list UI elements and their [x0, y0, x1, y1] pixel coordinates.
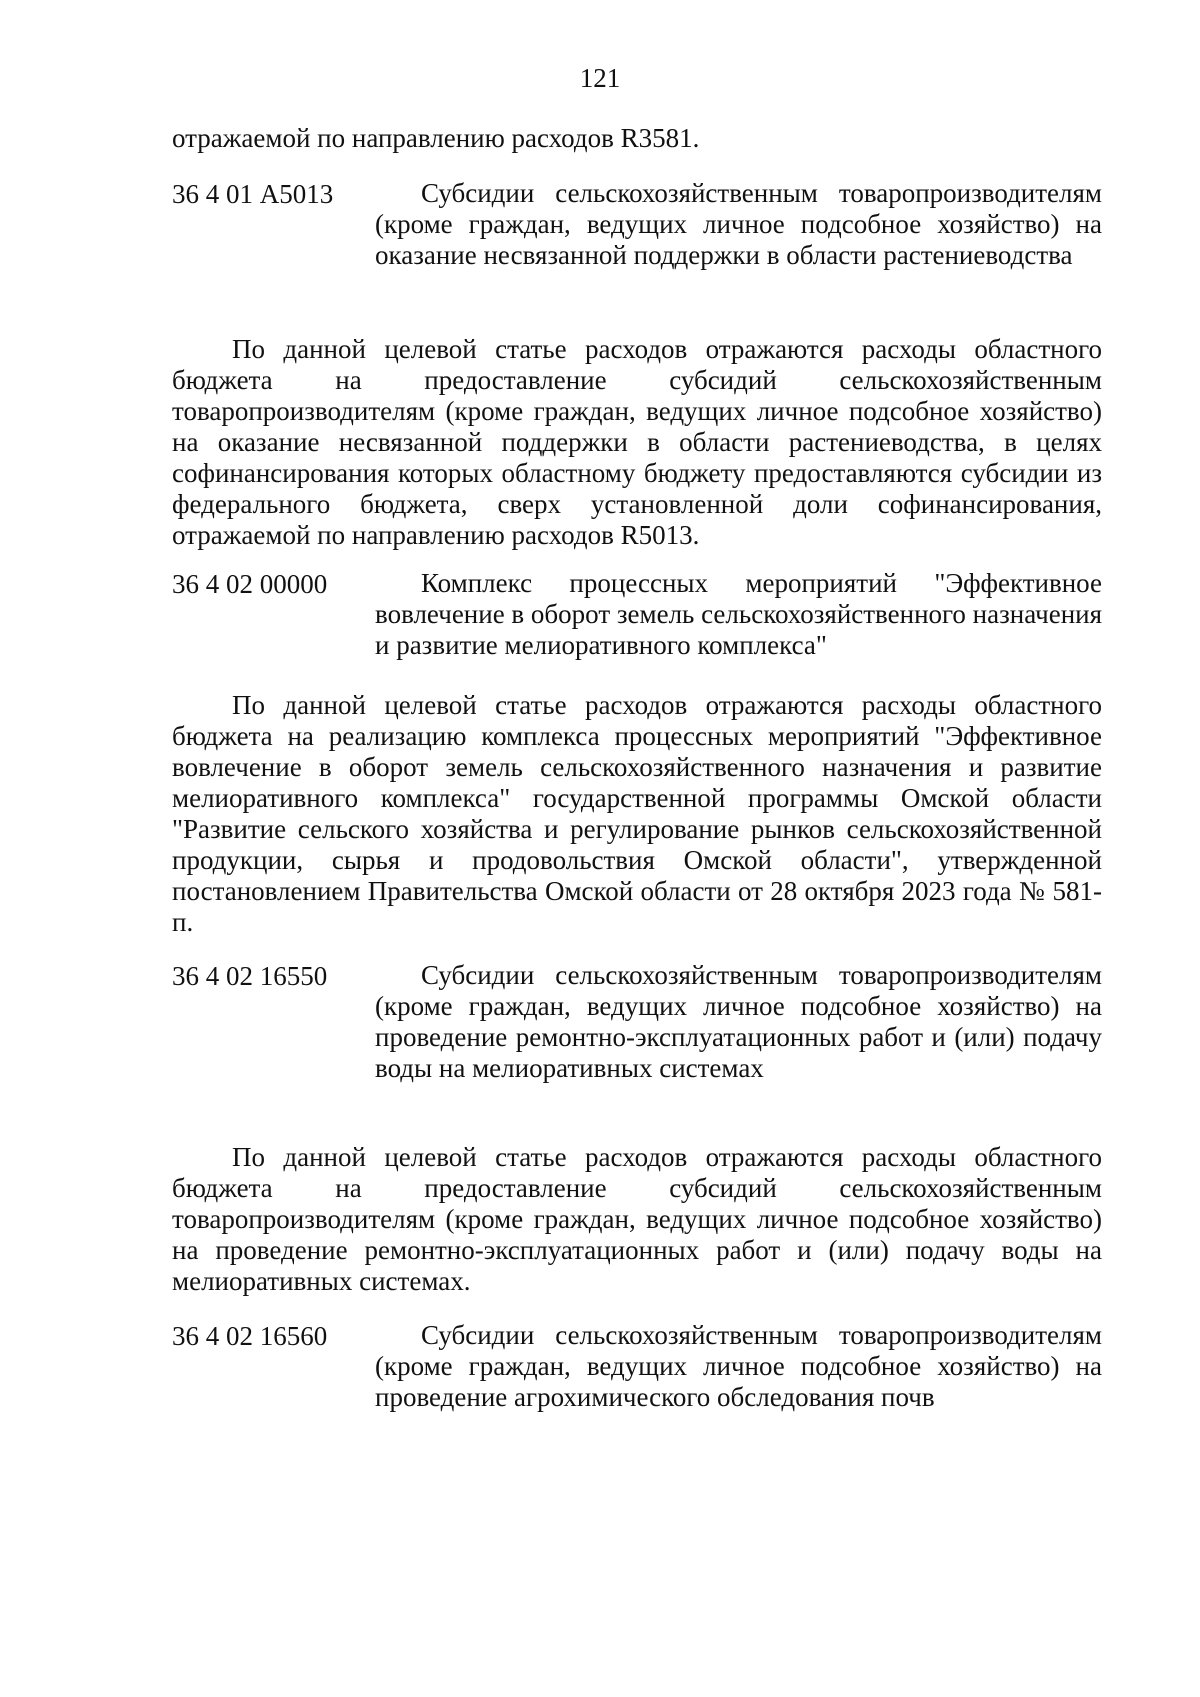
entry-title: Субсидии сельскохозяйственным товаропроизводителям (кроме граждан, ведущих личное подсобное хозяйство) на проведение агрохимического обследования почв — [375, 1320, 1102, 1412]
entry-code: 36 4 02 00000 — [172, 569, 328, 599]
continuation-text: отражаемой по направлению расходов R3581. — [172, 123, 700, 153]
entry-title: Комплекс процессных мероприятий "Эффективное вовлечение в оборот земель сельскохозяйственного назначения и развитие мелиоративного комплекса" — [375, 568, 1103, 660]
entry-code: 36 4 01 А5013 — [172, 179, 334, 209]
paragraph: По данной целевой статье расходов отражаются расходы областного бюджета на реализацию комплекса процессных мероприятий "Эффективное вовлечение в оборот земель сельскохозяйственного назначения и развитие мелиоративного комплекса" государственной программы Омской области "Развитие сельского хозяйства и регулирование рынков сельскохозяйственной продукции, сырья и продовольствия Омской области", утвержденной постановлением Правительства Омской области от 28 октября 2023 года № 581-п. — [172, 690, 1102, 937]
page-number: 121 — [579, 63, 621, 93]
paragraph: По данной целевой статье расходов отражаются расходы областного бюджета на предоставление субсидий сельскохозяйственным товаропроизводителям (кроме граждан, ведущих личное подсобное хозяйство) на оказание несвязанной поддержки в области растениеводства, в целях софинансирования которых областному бюджету предоставляются субсидии из федерального бюджета, сверх установленной доли софинансирования, отражаемой по направлению расходов R5013. — [172, 334, 1102, 550]
entry-title: Субсидии сельскохозяйственным товаропроизводителям (кроме граждан, ведущих личное подсобное хозяйство) на проведение ремонтно-эксплуатационных работ и (или) подачу воды на мелиоративных системах — [375, 960, 1102, 1083]
paragraph: По данной целевой статье расходов отражаются расходы областного бюджета на предоставление субсидий сельскохозяйственным товаропроизводителям (кроме граждан, ведущих личное подсобное хозяйство) на проведение ремонтно-эксплуатационных работ и (или) подачу воды на мелиоративных системах. — [172, 1142, 1102, 1296]
entry-title: Субсидии сельскохозяйственным товаропроизводителям (кроме граждан, ведущих личное подсобное хозяйство) на оказание несвязанной поддержки в области растениеводства — [375, 178, 1102, 270]
entry-code: 36 4 02 16560 — [172, 1321, 328, 1351]
entry-code: 36 4 02 16550 — [172, 961, 328, 991]
